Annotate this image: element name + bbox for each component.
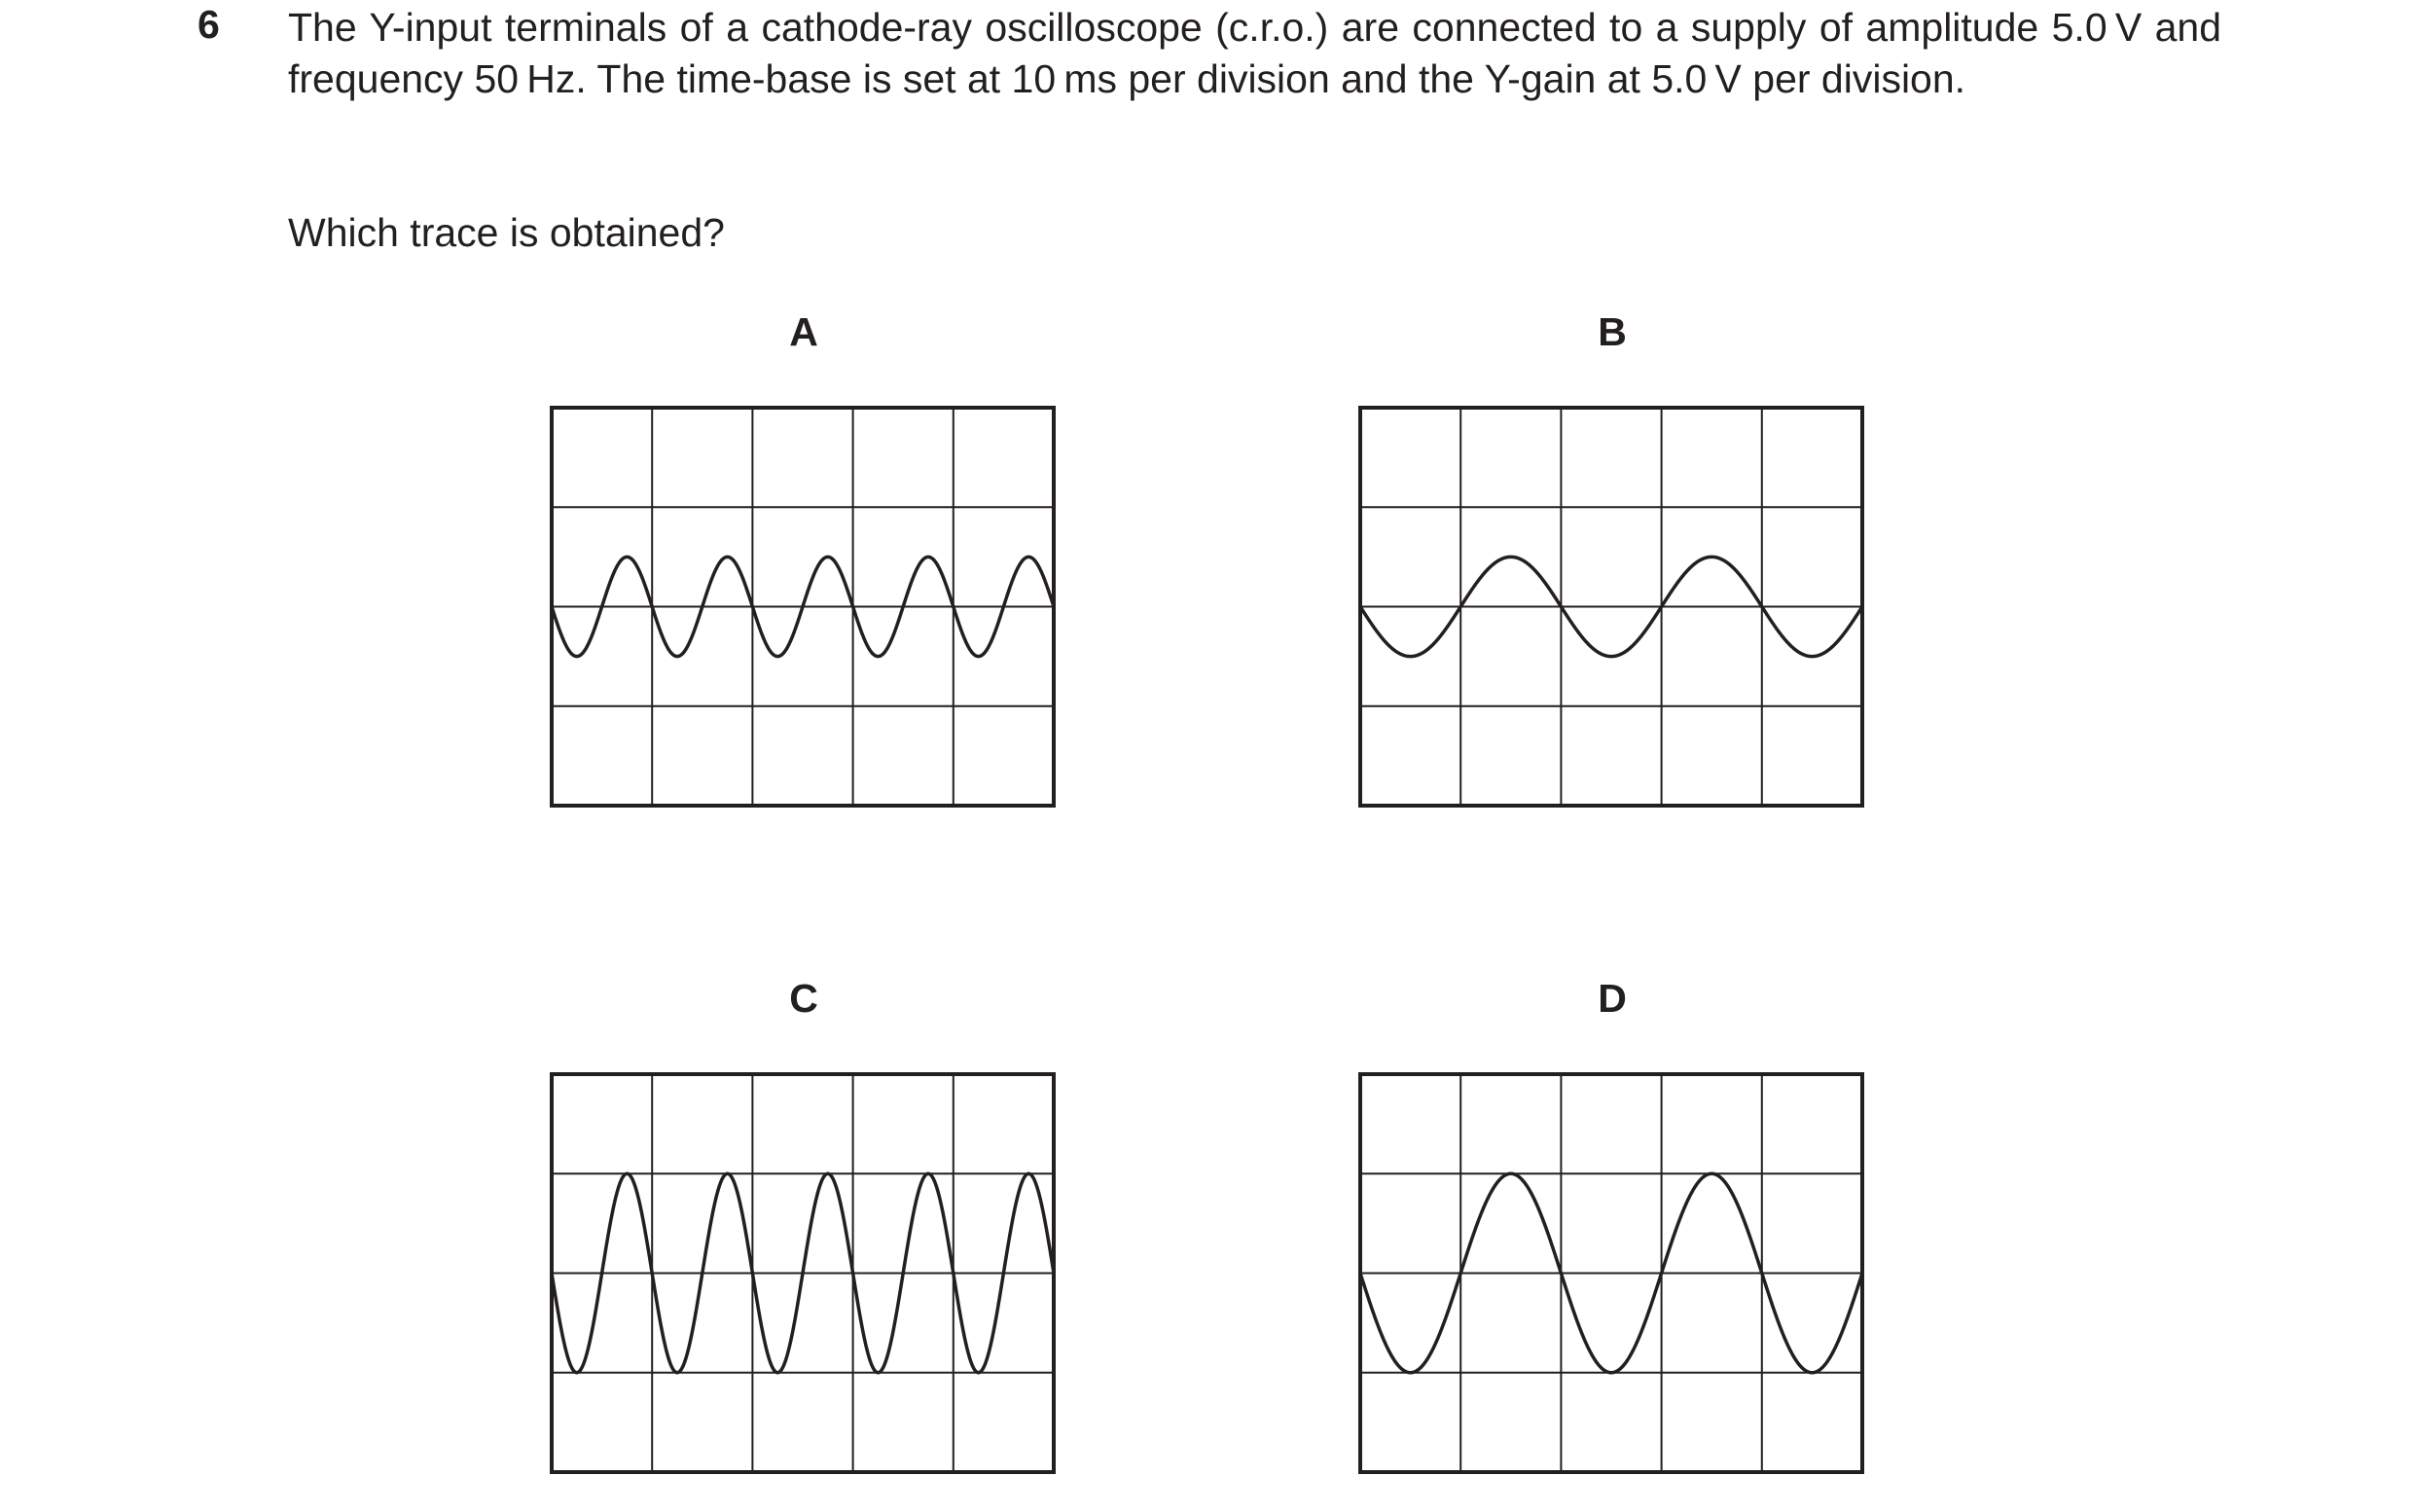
- option-label-b: B: [1598, 309, 1627, 354]
- option-d-screen[interactable]: [1357, 1071, 1865, 1475]
- question-stem: The Y-input terminals of a cathode-ray oscilloscope (c.r.o.) are connected to a supply of amplitude 5.0 V and frequency 50 Hz. The time-base is set at 10 ms per division and the Y-gain at 5.0 V per division.: [288, 5, 2221, 101]
- question-prompt: Which trace is obtained?: [288, 210, 725, 255]
- question-number: 6: [198, 2, 220, 47]
- option-b-screen[interactable]: [1357, 405, 1865, 809]
- option-a-screen[interactable]: [549, 405, 1057, 809]
- option-label-c: C: [789, 976, 818, 1021]
- option-label-d: D: [1598, 976, 1627, 1021]
- option-c-screen[interactable]: [549, 1071, 1057, 1475]
- option-label-a: A: [789, 309, 818, 354]
